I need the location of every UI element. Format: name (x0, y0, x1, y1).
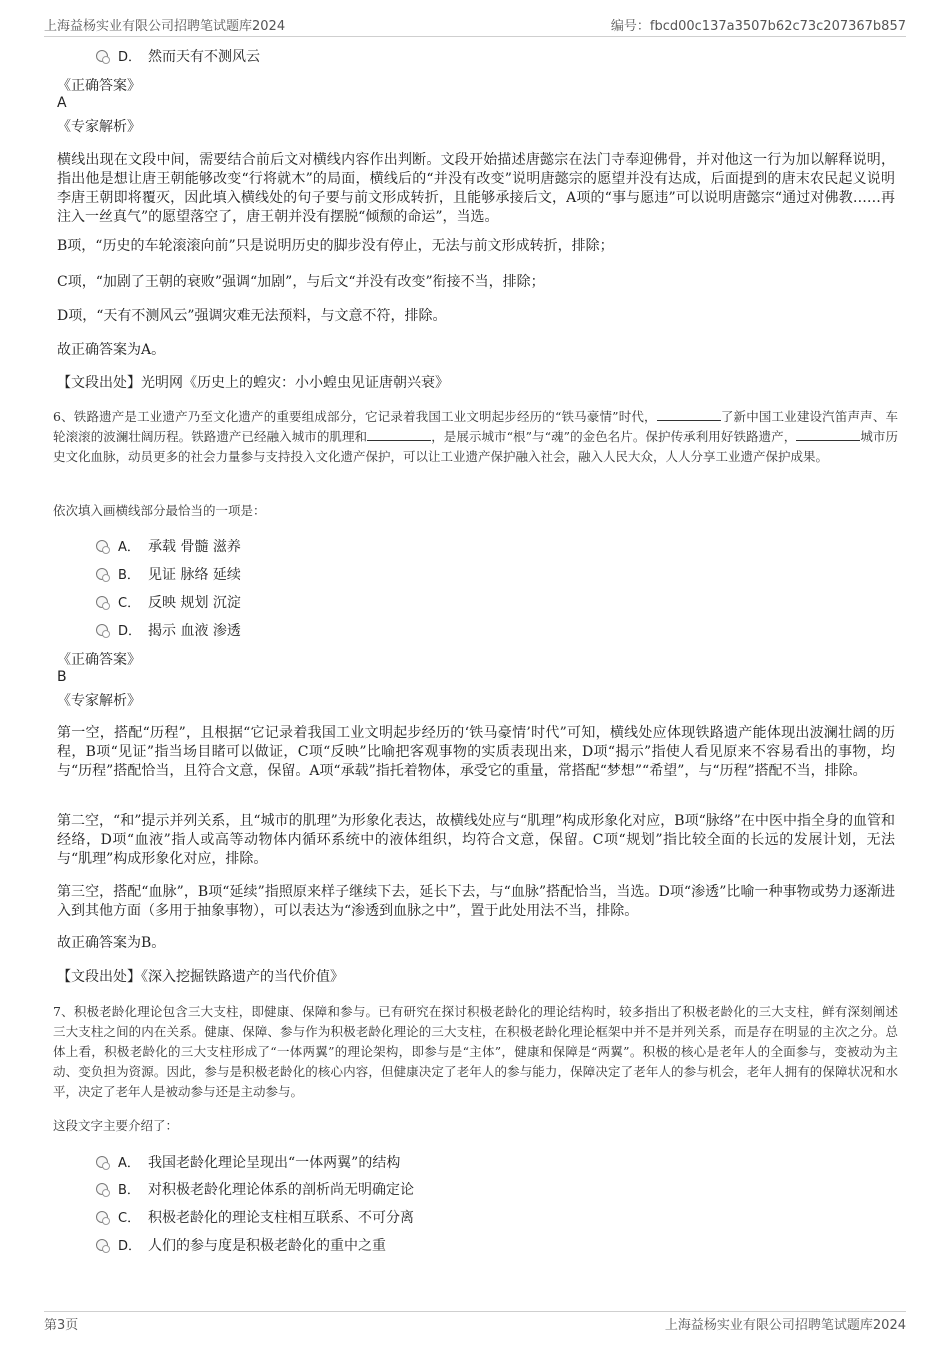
fill-blank (796, 428, 860, 441)
document-id: 编号：fbcd00c137a3507b62c73c207367b857 (610, 19, 906, 34)
q7-stem: 7、积极老龄化理论包含三大支柱，即健康、保障和参与。已有研究在探讨积极老龄化的理论结构时，较多指出了积极老龄化的三大支柱，鲜有深刻阐述三大支柱之间的内在关系。健康、保障、参与作为积极老龄化理论的三大支柱，在积极老龄化理论框架中并不是并列关系，而是存在明显的主次之分。总体上看，积极老龄化的三大支柱形成了“一体两翼”的理论架构，即参与是“主体”，健康和保障是“两翼”。积极的核心是老年人的全面参与，变被动为主动、变负担为资源。因此，参与是积极老龄化的核心内容，但健康决定了老年人的参与能力，保障决定了老年人的参与机会，老年人拥有的保障状况和水平，决定了老年人是被动参与还是主动参与。 (53, 1004, 898, 1099)
radio-icon[interactable] (96, 1156, 108, 1168)
q6-option-d[interactable]: D． 揭示 血液 渗透 (96, 621, 241, 641)
q5-source: 【文段出处】光明网《历史上的蝗灾：小小蝗虫见证唐朝兴衰》 (57, 375, 449, 391)
q5-option-d[interactable]: D． 然而天有不测风云 (96, 47, 260, 67)
q5-analysis-paragraph: C项，“加剧了王朝的衰败”强调“加剧”，与后文“并没有改变”衔接不当，排除； (57, 274, 545, 290)
fill-blank (367, 428, 431, 441)
q6-source: 【文段出处】《深入挖掘铁路遗产的当代价值》 (57, 969, 344, 985)
q6-option-b[interactable]: B． 见证 脉络 延续 (96, 565, 241, 585)
option-text: 对积极老龄化理论体系的剖析尚无明确定论 (148, 1182, 414, 1198)
q5-analysis-paragraph: B项，“历史的车轮滚滚向前”只是说明历史的脚步没有停止，无法与前文形成转折，排除； (57, 238, 614, 254)
q5-analysis-paragraph: D项，“天有不测风云”强调灾难无法预料，与文意不符，排除。 (57, 308, 447, 324)
q6-analysis-paragraph: 第二空，“和”提示并列关系，且“城市的肌理”为形象化表达，故横线处应与“肌理”构成形象化对应，B项“脉络”在中医中指全身的血管和经络，D项“血液”指人或高等动物体内循环系统中的液体组织，均符合文意，保留。C项“规划”指比较全面的长远的发展计划，无法与“肌理”构成形象化对应，排除。 (57, 813, 895, 867)
q5-answer-label: 《正确答案》 (57, 78, 141, 94)
option-text: 见证 脉络 延续 (148, 567, 241, 583)
radio-icon[interactable] (96, 596, 108, 608)
option-text: 承载 骨髓 滋养 (148, 539, 241, 555)
q5-analysis-paragraph: 横线出现在文段中间，需要结合前后文对横线内容作出判断。文段开始描述唐懿宗在法门寺奉迎佛骨，并对他这一行为加以解释说明，指出他是想让唐王朝能够改变“行将就木”的局面，横线后的“并没有改变”说明唐懿宗的愿望并没有达成，后面提到的唐末农民起义说明李唐王朝即将覆灭，因此填入横线处的句子要与前文形成转折，且能够承接后文，A项的“事与愿违”可以说明唐懿宗“通过对佛教……再注入一丝真气”的愿望落空了，唐王朝并没有摆脱“倾颓的命运”，当选。 (57, 152, 895, 225)
q6-answer-label: 《正确答案》 (57, 652, 141, 668)
option-text: 反映 规划 沉淀 (148, 595, 241, 611)
q6-prompt: 依次填入画横线部分最恰当的一项是： (53, 503, 266, 518)
header-title: 上海益杨实业有限公司招聘笔试题库2024 (44, 19, 286, 34)
radio-icon[interactable] (96, 568, 108, 580)
footer-title: 上海益杨实业有限公司招聘笔试题库2024 (664, 1318, 906, 1333)
option-text: 然而天有不测风云 (148, 49, 260, 65)
q6-stem: 6、铁路遗产是工业遗产乃至文化遗产的重要组成部分，它记录着我国工业文明起步经历的“铁马豪情”时代， 了新中国工业建设汽笛声声、车轮滚滚的波澜壮阔历程。铁路遗产已经融入城市的肌理和 ，是展示城市“根”与“魂”的金色名片。保护传承利用好铁路遗产， 城市历史文化血脉，动员更多的社会力量参与支持投入文化遗产保护，可以让工业遗产保护融入社会，融入人民大众，人人分享工业遗产保护成果。 (53, 409, 898, 464)
q6-analysis-label: 《专家解析》 (57, 693, 141, 709)
q6-analysis-paragraph: 第三空，搭配“血脉”，B项“延续”指照原来样子继续下去，延长下去，与“血脉”搭配恰当，当选。D项“渗透”比喻一种事物或势力逐渐进入到其他方面（多用于抽象事物），可以表达为“渗透到血脉之中”，置于此处用法不当，排除。 (57, 884, 895, 919)
q6-option-a[interactable]: A． 承载 骨髓 滋养 (96, 537, 241, 557)
footer-divider (44, 1311, 906, 1312)
radio-icon[interactable] (96, 624, 108, 636)
option-text: 人们的参与度是积极老龄化的重中之重 (148, 1238, 386, 1254)
page-number: 第3页 (44, 1318, 79, 1333)
header-divider (44, 36, 906, 37)
q6-analysis-paragraph: 第一空，搭配“历程”，且根据“它记录着我国工业文明起步经历的‘铁马豪情’时代”可知，横线处应体现铁路遗产能体现出波澜壮阔的历程，B项“见证”指当场目睹可以做证，C项“反映”比喻把客观事物的实质表现出来，D项“揭示”指使人看见原来不容易看出的事物，均与“历程”搭配恰当，且符合文意，保留。A项“承载”指托着物体，承受它的重量，常搭配“梦想”“希望”，与“历程”搭配不当，排除。 (57, 725, 895, 779)
radio-icon[interactable] (96, 1183, 108, 1195)
radio-icon[interactable] (96, 50, 108, 62)
q6-answer: B (57, 669, 67, 685)
fill-blank (657, 408, 721, 421)
q5-analysis-label: 《专家解析》 (57, 119, 141, 135)
q7-option-b[interactable]: B． 对积极老龄化理论体系的剖析尚无明确定论 (96, 1180, 414, 1200)
option-text: 我国老龄化理论呈现出“一体两翼”的结构 (148, 1155, 401, 1171)
radio-icon[interactable] (96, 1239, 108, 1251)
q6-option-c[interactable]: C． 反映 规划 沉淀 (96, 593, 241, 613)
q6-analysis-paragraph: 故正确答案为B。 (57, 935, 166, 951)
q7-option-a[interactable]: A． 我国老龄化理论呈现出“一体两翼”的结构 (96, 1153, 400, 1173)
radio-icon[interactable] (96, 1211, 108, 1223)
option-text: 揭示 血液 渗透 (148, 623, 241, 639)
q7-option-c[interactable]: C． 积极老龄化的理论支柱相互联系、不可分离 (96, 1208, 414, 1228)
q5-answer: A (57, 95, 67, 111)
q7-option-d[interactable]: D． 人们的参与度是积极老龄化的重中之重 (96, 1236, 386, 1256)
q7-prompt: 这段文字主要介绍了： (53, 1118, 179, 1133)
q5-analysis-paragraph: 故正确答案为A。 (57, 342, 166, 358)
radio-icon[interactable] (96, 540, 108, 552)
option-text: 积极老龄化的理论支柱相互联系、不可分离 (148, 1210, 414, 1226)
